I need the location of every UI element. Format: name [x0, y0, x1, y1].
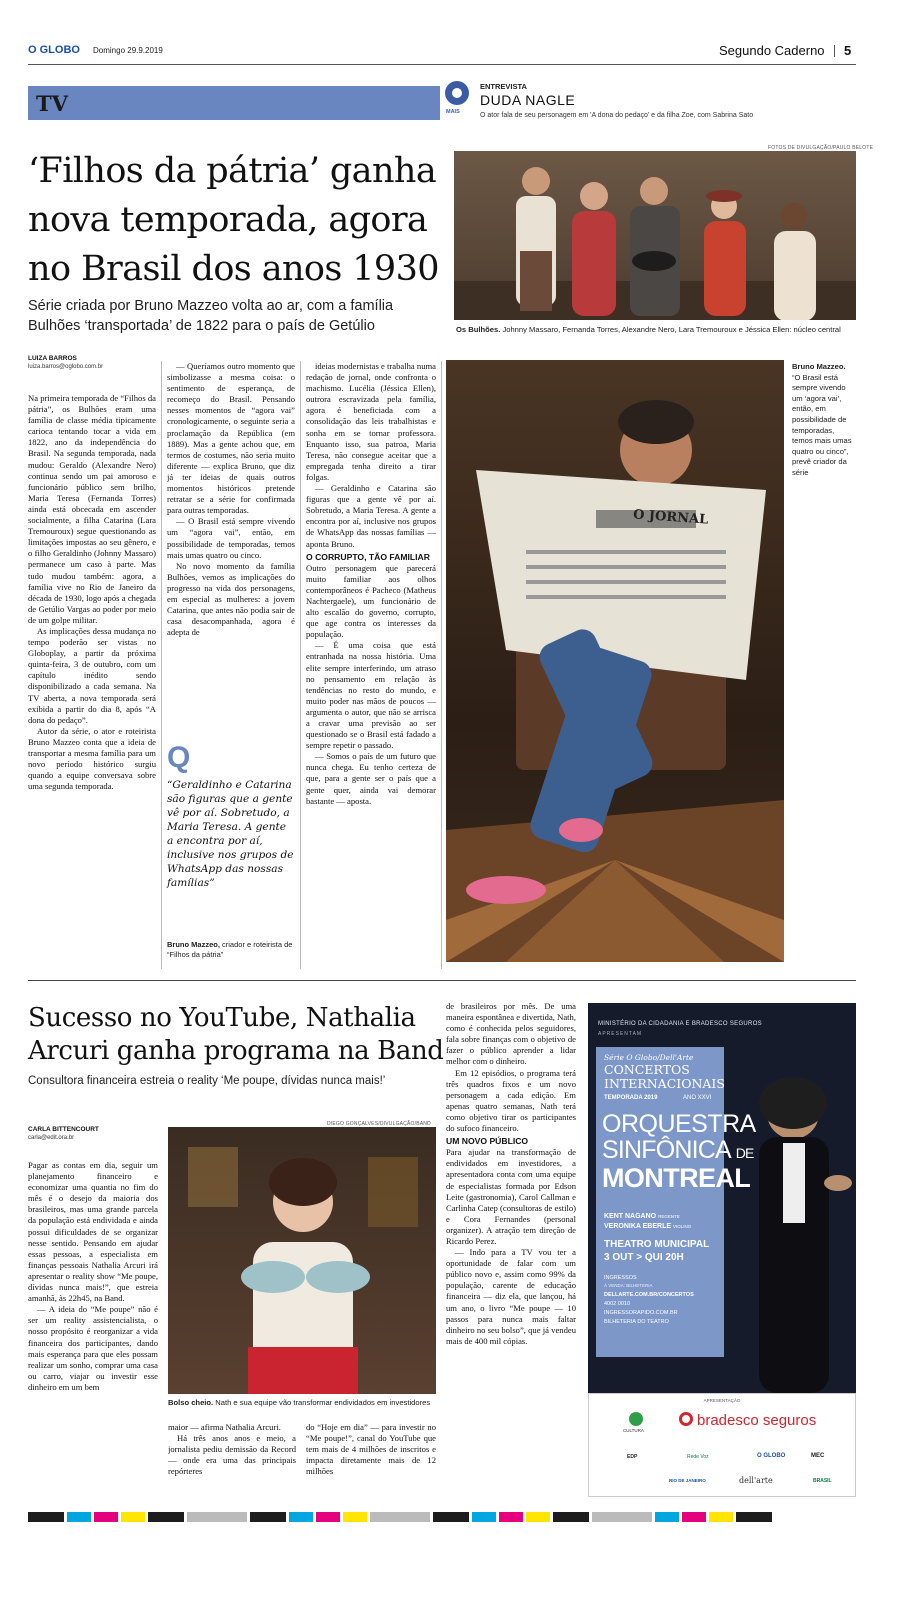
bruno-mazzeo-photo: [446, 360, 784, 962]
ad-soloist: [604, 1223, 691, 1230]
globo-mais-icon: [445, 81, 469, 105]
nathalia-photo-illustration: [168, 1127, 436, 1394]
story1-byline: LUIZA BARROS: [28, 355, 77, 362]
mais-label: MAIS: [446, 109, 460, 115]
ad-title: CONCERTOS INTERNACIONAIS: [604, 1062, 725, 1091]
ad-presents: APRESENTAM: [598, 1031, 643, 1037]
ad-orch-word: SINFÔNICA: [602, 1136, 730, 1164]
ad-site2[interactable]: INGRESSORAPIDO.COM.BR: [604, 1310, 678, 1316]
print-color-bar: [28, 1512, 856, 1522]
caption-lead: Os Bulhões.: [456, 325, 501, 334]
story2-subhead: UM NOVO PÚBLICO: [446, 1136, 529, 1147]
story2-column-1: [28, 1160, 158, 1495]
ad-sponsor-label: APRESENTAÇÃO: [703, 1398, 741, 1403]
nathalia-arcuri-photo: [168, 1127, 436, 1394]
section-name: Segundo Caderno: [719, 43, 825, 58]
edition-date: Domingo 29.9.2019: [93, 46, 163, 55]
ad-phone: 4002 0010: [604, 1301, 630, 1307]
story2-c1-p2: — A ideia do “Me poupe” não é ser um reality assistencialista, o nosso propósito é reorganizar a vida financeira dos participantes, dando mais esperança para que eles possam realizar um sonho, comprar uma casa ou carro, viajar ou investir esse dinheiro em um bem: [28, 1304, 158, 1392]
ad-venue: THEATRO MUNICIPAL: [604, 1239, 710, 1250]
story2-c4-p4: — Indo para a TV vou ter a oportunidade de falar com um público novo e, assim como 99% da população, carente de educação financeira — diz ela, que lançou, há um ano, o livro “Me poupe — 10 passos para nunca mais faltar dinheiro no seu bolso”, que já vendeu mais de 400 mil cópias.: [446, 1247, 576, 1346]
ad-box-office: BILHETERIA DO TEATRO: [604, 1319, 669, 1325]
ad-season-year: ANO XXVI: [683, 1095, 712, 1101]
story2-byline: CARLA BITTENCOURT: [28, 1126, 99, 1133]
story2-deck: Consultora financeira estreia o reality ‘Me poupe, dívidas nunca mais!’: [28, 1075, 386, 1087]
story2-c4-p3: Para ajudar na transformação de endividados em investidores, a apresentadora conta com uma equipe de especialistas formada por Edson Leite (gastronomia), Carol Callman e Carlinha Catep (consultoras de estilo) e Cora Fernandes (personal organizer). A atração tem direção de Ricardo Perez.: [446, 1147, 576, 1246]
tv-section-label: TV: [36, 91, 68, 116]
masthead-rule: [28, 64, 856, 65]
page-number: 5: [844, 43, 852, 58]
ad-conductor-role: REGENTE: [658, 1214, 680, 1219]
ad-conductor-name: KENT NAGANO: [604, 1213, 657, 1220]
promo-text: O ator fala de seu personagem em 'A dona do pedaço' e da filha Zoe, com Sabrina Sato: [480, 112, 754, 119]
column-rule: [161, 361, 162, 969]
ad-presenter: MINISTÉRIO DA CIDADANIA E BRADESCO SEGUROS: [598, 1021, 762, 1027]
story1-subhead: O CORRUPTO, TÃO FAMILIAR: [306, 551, 430, 562]
story1-headline: ‘Filhos da pátria’ ganha nova temporada, agora no Brasil dos anos 1930: [28, 151, 439, 289]
oglobo-logo: O GLOBO: [28, 44, 80, 56]
story1-c1-p1: Na primeira temporada de “Filhos da pátria”, os Bulhões eram uma família de classe média tipicamente carioca tentando tocar a vida em 1822, ano da independência do Brasil. Na segunda temporada, nada mudou: Geraldo (Alexandre Nero) continua sendo um pai amoroso e funcionário público sem brilho, Maria Teresa (Fernanda Torres) ainda está obcecada em ascender socialmente, a filha Catarina (Lara Tremouroux) segue questionando as limitações impostas ao seu gênero, e o filho Geraldinho (Johnny Massaro) permanece um caso à parte. Mas tudo mudou também: agora, a família vive no Rio de Janeiro da década de 1930, logo após a chegada de Getúlio Vargas ao poder por meio de um golpe militar.: [28, 393, 156, 625]
ad-sponsor-strip: [588, 1393, 856, 1497]
story2-c1-p1: Pagar as contas em dia, seguir um planejamento financeiro e economizar uma quantia no fim do mês é o desejo da maioria dos brasileiros, mas uma grande parcela da população está endividada e ainda possui dificuldades de se organizar nesse sentido. Pensando em ajudar essas pessoas, a especialista em finanças pessoais Nathalia Arcuri irá apresentar o reality show “Me poupe, dívidas nunca mais!”, que estreia amanhã, às 22h45, na Band.: [28, 1160, 158, 1304]
ad-season: TEMPORADA 2019: [604, 1095, 658, 1101]
story2-column-3: [306, 1422, 436, 1494]
tv-section-band: [28, 86, 440, 120]
story2-c4-p2: Em 12 episódios, o programa terá três quadros fixos e um novo personagem a cada edição. Em apenas quatro semanas, Nath terá como objetivo tirar os participantes do sufoco financeiro.: [446, 1067, 576, 1134]
ad-logo-redevoz: Rede Voz: [687, 1454, 709, 1460]
story1-column-1: [28, 393, 156, 968]
ad-soloist-role: VIOLINO: [672, 1224, 692, 1229]
promo-name: DUDA NAGLE: [480, 92, 576, 108]
ad-orchestra-line1: ORQUESTRA: [602, 1110, 756, 1138]
story2-headline: Sucesso no YouTube, Nathalia Arcuri ganha programa na Band: [28, 1003, 444, 1066]
story1-column-2: [167, 361, 295, 738]
newspaper-masthead: O JORNAL: [632, 507, 709, 528]
ad-soloist-name: VERONIKA EBERLE: [604, 1223, 672, 1230]
story2-caption-lead: Bolso cheio.: [168, 1398, 214, 1407]
story2-caption-text: Nath e sua equipe vão transformar endividados em investidores: [215, 1398, 431, 1407]
ad-conductor: [604, 1213, 680, 1220]
cast-photo-illustration: [454, 151, 856, 320]
ad-sponsor-name: bradesco seguros: [697, 1412, 817, 1429]
ad-logo-oglobo: O GLOBO: [757, 1453, 786, 1459]
story2-c2-p1: maior — afirma Nathalia Arcuri.: [168, 1422, 281, 1432]
story2-c3-p1: do “Hoje em dia” — para investir no “Me poupe!”, canal do YouTube que tem mais de 4 milhões de inscritos e impacta diretamente mais de 12 milhões: [306, 1422, 436, 1477]
story2-photo-caption: [168, 1398, 438, 1408]
bradesco-logo-icon: [679, 1412, 693, 1426]
story1-c3-p1: ideias modernistas e trabalha numa redação de jornal, onde confronta o machismo. Lucélia (Jéssica Ellen), outrora escravizada pela família, agora é beneficiada com a consolidação das leis trabalhistas e sonha em se tornar professora. Enquanto isso, sua patroa, Maria Teresa, não consegue aceitar que a empregada tenha direito a tirar folgas.: [306, 361, 436, 482]
story2-column-2: [168, 1422, 296, 1494]
ad-orchestra-line2: [602, 1137, 754, 1166]
quote-attr-role: criador e roteirista de “Filhos da pátria”: [167, 940, 293, 959]
ad-orchestra-line3: MONTREAL: [602, 1163, 751, 1193]
side-caption-text: “O Brasil está sempre vivendo um ‘agora vai’, então, em possibilidade de temporadas, temos mais umas quatro ou cinco”, prevê criador da série: [792, 372, 852, 477]
story2-photo-credit: DIEGO GONÇALVES/DIVULGAÇÃO/BAND: [327, 1121, 431, 1127]
story2-c2-p2: Há três anos anos e meio, a jornalista pediu demissão da Record — onde era uma das principais repórteres: [168, 1433, 296, 1477]
story1-c3-p2: — Geraldinho e Catarina são figuras que a gente vê por aí. Sobretudo, a Maria Teresa. A gente a encontra por aí, inclusive nos grupos de WhatsApp das nossas famílias — aponta Bruno.: [306, 483, 436, 549]
cultura-logo-icon: [629, 1412, 643, 1426]
divider: [834, 45, 835, 57]
story1-c1-p2: As implicações dessa mudança no tempo poderão ser vistas no Globoplay, a partir da próxima quinta-feira, 3 de outubro, com um capítulo inédito sendo disponibilizado a cada semana. Na TV aberta, a nova temporada será exibida a partir do dia 8, após “A dona do pedaço”.: [28, 625, 156, 725]
ad-logo-edp: EDP: [627, 1454, 638, 1460]
quote-attr-name: Bruno Mazzeo,: [167, 940, 220, 949]
story1-c3-p3: Outro personagem que parecerá muito familiar aos olhos contemporâneos é Pacheco (Matheus Nachtergaele), um funcionário de alto escalão do governo, corrupto, que age contra os interesses da população.: [306, 562, 436, 640]
ad-site[interactable]: DELLARTE.COM.BR/CONCERTOS: [604, 1292, 694, 1298]
ad-logo-brasil: BRASIL: [813, 1478, 832, 1484]
story1-pull-quote: “Geraldinho e Catarina são figuras que a gente vê por aí. Sobretudo, a Maria Teresa. A gente a encontra por aí, inclusive nos grupos de WhatsApp das nossas famílias”: [167, 779, 294, 889]
quote-mark-icon: Q: [167, 741, 191, 774]
caption-text: Johnny Massaro, Fernanda Torres, Alexandre Nero, Lara Tremouroux e Jéssica Ellen: núcleo central: [502, 325, 841, 334]
ad-logo-mec: MEC: [811, 1453, 825, 1459]
bruno-photo-caption: [792, 362, 856, 479]
ad-tickets: INGRESSOS: [604, 1275, 637, 1281]
story-separator: [28, 980, 856, 981]
ad-date: 3 OUT > QUI 20H: [604, 1252, 684, 1263]
bruno-photo-illustration: [446, 360, 784, 962]
ad-sale: À VENDA: BILHETERIA: [604, 1283, 653, 1288]
story1-c3-p5: — Somos o país de um futuro que nunca chega. Eu tenho certeza de que, para a gente ser o país que a gente quer, ainda vai demorar bastante — aposta.: [306, 751, 436, 806]
ad-series: Série O Globo/Dell'Arte: [604, 1053, 694, 1062]
story2-byline-email: carla@edit.ora.br: [28, 1135, 75, 1141]
column-rule: [441, 361, 442, 969]
story1-c2-p2: — O Brasil está sempre vivendo um “agora vai”, então, em possibilidade de temporadas, temos mais umas quatro ou cinco.: [167, 516, 295, 560]
story2-column-4: [446, 1001, 576, 1495]
story2-c4-p1: de brasileiros por mês. De uma maneira espontânea e divertida, Nath, como é conhecida pelos seguidores, fala sobre finanças com o objetivo de fazer o público aprender a lidar melhor com o dinheiro.: [446, 1001, 576, 1067]
filhos-da-patria-cast-photo: [454, 151, 856, 320]
story1-c2-p1: — Queríamos outro momento que simbolizasse a mesma coisa: o sentimento de esperança, de recomeço do Brasil. Pensando nesses momentos de “agora vai” cronologicamente, o seguinte seria a proclamação da República (em 1889). Mas a gente achou que, em termos de costumes, não seria muito diferente — explica Bruno, que diz já ter ideias de quais outros momentos históricos pretende retratar se a série for confirmada para outras temporadas.: [167, 361, 295, 516]
story1-photo-credit: FOTOS DE DIVULGAÇÃO/PAULO BELOTE: [768, 145, 874, 151]
color-bar-swatches: [28, 1512, 856, 1522]
concert-advertisement[interactable]: [588, 1003, 856, 1393]
ad-logo-rj: RIO DE JANEIRO: [669, 1478, 706, 1483]
column-rule: [300, 361, 301, 969]
promo-kicker: ENTREVISTA: [480, 82, 527, 91]
ad-logo-cultura: CULTURA: [623, 1428, 644, 1433]
story1-photo-caption: [456, 325, 856, 335]
ad-orch-de: DE: [735, 1145, 754, 1161]
side-caption-lead: Bruno Mazzeo.: [792, 362, 846, 371]
story1-deck: Série criada por Bruno Mazzeo volta ao ar, com a família Bulhões ‘transportada’ de 1822 para o país de Getúlio: [28, 298, 394, 334]
ad-logo-dellarte: dell'arte: [739, 1476, 773, 1485]
story1-column-3: [306, 361, 436, 969]
story1-c1-p3: Autor da série, o ator e roteirista Bruno Mazzeo conta que a ideia de transportar a mesma família para um novo período histórico surgiu quando a equipe conversava sobre uma segunda temporada.: [28, 725, 156, 792]
story1-byline-email: luiza.barros@oglobo.com.br: [28, 364, 104, 370]
story1-c2-p3: No novo momento da família Bulhões, vemos as implicações do progresso na vida dos personagens, em especial as mulheres: a jovem Catarina, que antes não podia sair de casa desacompanhada, agora é adepta de: [167, 560, 295, 638]
story1-quote-attribution: [167, 940, 297, 960]
story1-c3-p4: — É uma coisa que está entranhada na nossa história. Uma elite sempre interferindo, um atraso no pensamento em relação às tendências no resto do mundo, e muito poder nas mãos de poucos — argumenta o autor, que não se arrisca a cravar uma previsão ao ser questionado se o Brasil está fadado a sempre repetir o passado.: [306, 640, 436, 751]
